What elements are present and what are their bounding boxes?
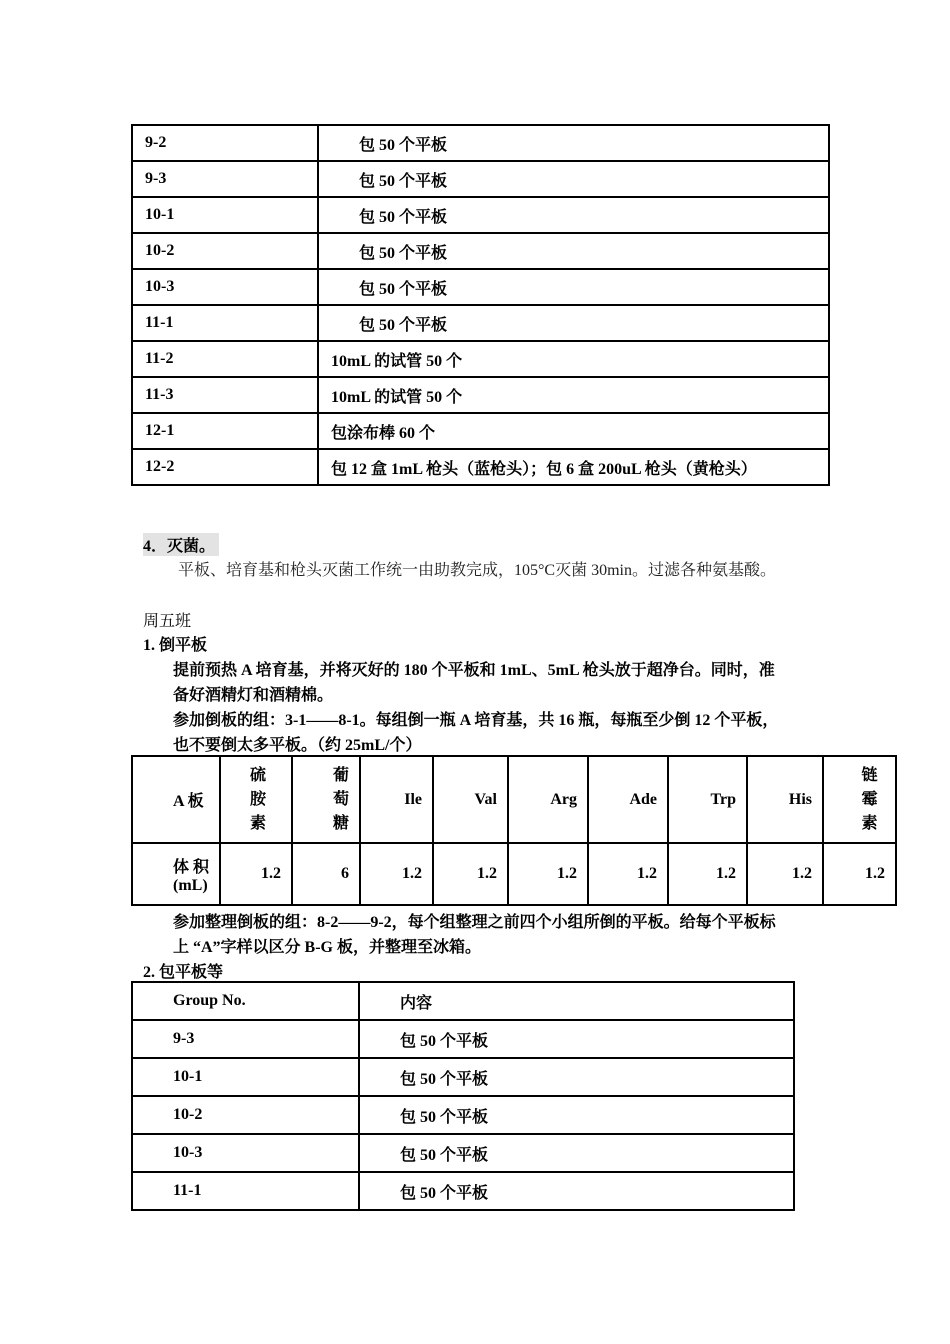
content-cell: 包 50 个平板 <box>359 1172 794 1210</box>
item-1-line: 上 “A”字样以区分 B-G 板，并整理至冰箱。 <box>173 939 482 956</box>
table-row <box>132 233 829 269</box>
table-row <box>132 341 829 377</box>
header-cell: Arg <box>508 756 588 843</box>
group-cell: 11-1 <box>132 305 318 341</box>
content-cell: 10mL 的试管 50 个 <box>318 377 829 413</box>
group-cell: 12-2 <box>132 449 318 485</box>
table-row <box>132 413 829 449</box>
value-cell: 1.2 <box>588 843 668 905</box>
item-1-line: 参加整理倒板的组：8-2——9-2，每个组整理之前四个小组所倒的平板。给每个平板标 <box>173 914 776 931</box>
header-cell: A 板 <box>132 756 220 843</box>
content-cell: 包 50 个平板 <box>359 1020 794 1058</box>
content-cell: 包 50 个平板 <box>318 269 829 305</box>
content-cell: 包 50 个平板 <box>318 305 829 341</box>
value-cell: 1.2 <box>668 843 747 905</box>
value-cell: 1.2 <box>508 843 588 905</box>
a-plate-volume-table <box>131 755 897 906</box>
item-1-line: 提前预热 A 培育基，并将灭好的 180 个平板和 1mL、5mL 枪头放于超净台。同时，准 <box>173 662 775 679</box>
header-cell: Trp <box>668 756 747 843</box>
content-cell: 包 50 个平板 <box>359 1134 794 1172</box>
group-cell: 12-1 <box>132 413 318 449</box>
header-cell: 葡 萄 糖 <box>292 756 360 843</box>
header-cell: 内容 <box>359 982 794 1020</box>
header-cell: Group No. <box>132 982 359 1020</box>
table-header-row <box>132 982 794 1020</box>
content-cell: 包 50 个平板 <box>359 1058 794 1096</box>
group-task-table-1 <box>131 124 830 486</box>
value-cell: 6 <box>292 843 360 905</box>
group-cell: 10-1 <box>132 1058 359 1096</box>
content-cell: 10mL 的试管 50 个 <box>318 341 829 377</box>
header-cell: 链 霉 素 <box>823 756 896 843</box>
header-cell: His <box>747 756 823 843</box>
table-row <box>132 843 896 905</box>
value-cell: 1.2 <box>823 843 896 905</box>
header-cell: 硫 胺 素 <box>220 756 292 843</box>
content-cell: 包 50 个平板 <box>318 161 829 197</box>
content-cell: 包 50 个平板 <box>359 1096 794 1134</box>
section-4-text: 平板、培育基和枪头灭菌工作统一由助教完成，105°C灭菌 30min。过滤各种氨基酸。 <box>178 562 776 579</box>
group-cell: 11-2 <box>132 341 318 377</box>
item-1-line: 备好酒精灯和酒精棉。 <box>173 687 334 704</box>
group-cell: 10-1 <box>132 197 318 233</box>
table-row <box>132 1172 794 1210</box>
group-cell: 10-3 <box>132 269 318 305</box>
content-cell: 包 50 个平板 <box>318 233 829 269</box>
group-cell: 10-2 <box>132 233 318 269</box>
group-cell: 9-3 <box>132 161 318 197</box>
group-cell: 11-1 <box>132 1172 359 1210</box>
content-cell: 包 50 个平板 <box>318 125 829 161</box>
friday-class-title: 周五班 <box>143 613 192 630</box>
item-1-heading: 1. 倒平板 <box>143 637 208 654</box>
table-row <box>132 269 829 305</box>
content-cell: 包 12 盒 1mL 枪头（蓝枪头）；包 6 盒 200uL 枪头（黄枪头） <box>318 449 829 485</box>
value-cell: 1.2 <box>433 843 508 905</box>
content-cell: 包涂布棒 60 个 <box>318 413 829 449</box>
table-row <box>132 1096 794 1134</box>
table-row <box>132 449 829 485</box>
table-header-row <box>132 756 896 843</box>
value-cell: 1.2 <box>360 843 433 905</box>
table-row <box>132 377 829 413</box>
header-cell: Ile <box>360 756 433 843</box>
table-row <box>132 1058 794 1096</box>
group-cell: 9-3 <box>132 1020 359 1058</box>
group-cell: 10-2 <box>132 1096 359 1134</box>
group-cell: 9-2 <box>132 125 318 161</box>
table-row <box>132 1020 794 1058</box>
header-cell: Ade <box>588 756 668 843</box>
group-cell: 10-3 <box>132 1134 359 1172</box>
item-1-line: 参加倒板的组：3-1——8-1。每组倒一瓶 A 培育基，共 16 瓶，每瓶至少倒 12 个平板， <box>173 712 779 729</box>
table-row <box>132 161 829 197</box>
group-task-table-2 <box>131 981 795 1211</box>
group-cell: 11-3 <box>132 377 318 413</box>
table-row <box>132 1134 794 1172</box>
content-cell: 包 50 个平板 <box>318 197 829 233</box>
value-cell: 1.2 <box>747 843 823 905</box>
item-2-heading: 2. 包平板等 <box>143 964 224 981</box>
value-cell: 1.2 <box>220 843 292 905</box>
row-label-cell: 体 积 (mL) <box>132 843 220 905</box>
item-1-line: 也不要倒太多平板。（约 25mL/个） <box>173 737 422 754</box>
table-row <box>132 305 829 341</box>
section-4-heading: 4．灭菌。 <box>143 533 219 556</box>
table-row <box>132 197 829 233</box>
header-cell: Val <box>433 756 508 843</box>
table-row <box>132 125 829 161</box>
